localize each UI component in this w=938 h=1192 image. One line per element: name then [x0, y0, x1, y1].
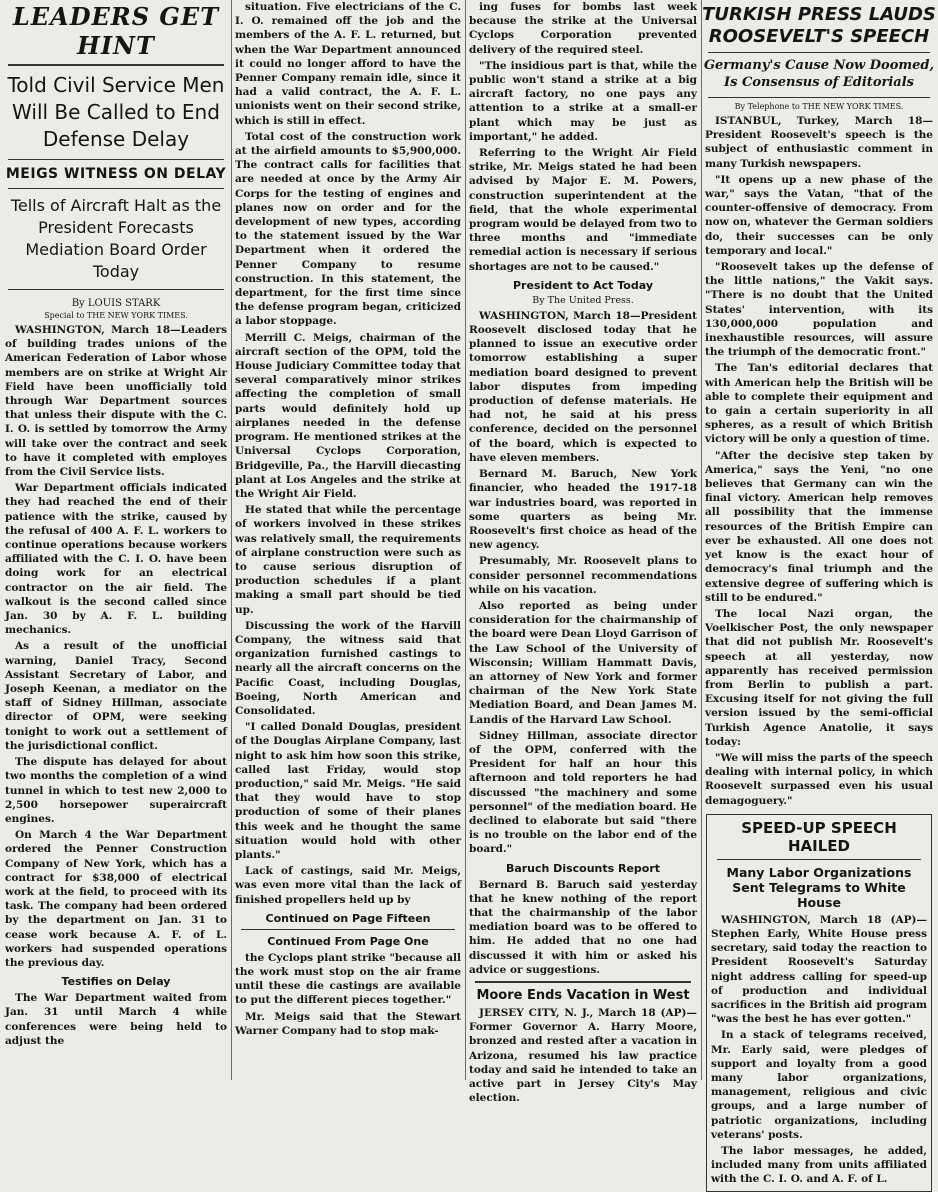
- column-3: [466, 0, 700, 1105]
- paragraph: Sidney Hillman, associate director of the OPM, conferred with the President for half an hour this afternoon and told reporters he had discussed "the machinery and some personnel" of the mediation board. He declined to elaborate but said "there is no trouble on the labor end of the board.": [469, 729, 697, 856]
- paragraph: The labor messages, he added, included many from units affiliated with the C. I. O. and A. F. of L.: [711, 1145, 927, 1186]
- credit-line: By The United Press.: [532, 294, 634, 306]
- divider: [8, 289, 224, 290]
- paragraph: He stated that while the percentage of workers involved in these strikes was relatively small, the requirements of airplane construction were such as to cause serious disruption of production schedules if a plant making a small part should be tied up.: [235, 504, 461, 616]
- paragraph: "Roosevelt takes up the defense of the little nations," the Vakit says. "There is no doubt that the United States' intervention, with its 130,000,000 population and inexhaustible resources, will assure the triumph of the democratic front.": [705, 261, 933, 359]
- paragraph: The Tan's editorial declares that with American help the British will be able to complete their equipment and to gain a certain superiority in all spheres, as a result of which British victory will be only a question of time.: [705, 362, 933, 446]
- divider: [717, 859, 921, 860]
- paragraph: Discussing the work of the Harvill Company, the witness said that organization furnished castings to nearly all the aircraft concerns on the Pacific Coast, including Douglas, Boeing, North American and Consolidated.: [235, 619, 461, 717]
- divider: [8, 159, 224, 160]
- paragraph: "The insidious part is that, while the public won't stand a strike at a big aircraft factory, no one pays any attention to a strike at a small-er plant which may be just as important," he added.: [469, 59, 697, 143]
- paragraph: Merrill C. Meigs, chairman of the aircraft section of the OPM, told the House Judiciary Committee today that several comparatively minor strikes affecting the completion of small parts would definitely hold up airplanes needed in the defense program. He mentioned strikes at the Universal Cyclops Corporation, Bridgeville, Pa., the Harvill diecasting plant at Los Angeles and the strike at the Wright Air Field.: [235, 331, 461, 500]
- paragraph: ing fuses for bombs last week because the strike at the Universal Cyclops Corporation prevented delivery of the required steel.: [469, 1, 697, 56]
- headline-turkish-press: TURKISH PRESS LAUDS ROOSEVELT'S SPEECH: [702, 4, 936, 47]
- headline-leaders-get-hint: LEADERS GET HINT: [12, 2, 220, 60]
- deck-labor-telegrams: Many Labor Organizations Sent Telegrams to White House: [726, 864, 912, 910]
- column-1: [2, 0, 230, 1080]
- divider: [8, 188, 224, 189]
- continued-on-line: Continued on Page Fifteen: [265, 911, 431, 925]
- paragraph: Mr. Meigs said that the Stewart Warner Company had to stop mak-: [235, 1010, 461, 1037]
- paragraph: Total cost of the construction work at the airfield amounts to $5,900,000. The contract calls for facilities that are needed at once by the Army Air Corps for the testing of engines and planes now on order and for the development of new types, according to the statement issued by the War Department when it ordered the Penner Company to resume construction. In this statement, the department, for the first time since the defense program began, criticized a labor stoppage.: [235, 130, 461, 328]
- subhead-president-to-act: President to Act Today: [512, 278, 653, 292]
- paragraph: The local Nazi organ, the Voelkischer Post, the only newspaper that did not publish Mr. Roosevelt's speech at all yesterday, now apparently has received permission from Berlin to publish a part. Excusing itself for not giving the full version issued by the semi-official Turkish Agence Anatolie, it says today:: [705, 607, 933, 748]
- deck-civil-service: Told Civil Service Men Will Be Called to End Defense Delay: [7, 73, 225, 151]
- paragraph: ISTANBUL, Turkey, March 18—President Roosevelt's speech is the subject of enthusiastic comment in many Turkish newspapers.: [705, 115, 933, 170]
- paragraph: The War Department waited from Jan. 31 until March 4 while conferences were being held to adjust the: [5, 992, 227, 1047]
- paragraph: Lack of castings, said Mr. Meigs, was even more vital than the lack of finished propellers held up by: [235, 865, 461, 906]
- deck-meigs-witness: MEIGS WITNESS ON DELAY: [5, 166, 227, 182]
- paragraph: The dispute has delayed for about two months the completion of a wind tunnel in which to test new 2,000 to 2,500 horsepower superaircraft engines.: [5, 756, 227, 825]
- divider: [8, 64, 224, 66]
- continued-from-line: Continued From Page One: [267, 934, 429, 948]
- divider: [241, 929, 455, 930]
- paragraph: As a result of the unofficial warning, Daniel Tracy, Second Assistant Secretary of Labor, and Joseph Keenan, a mediator on the staff of Sidney Hillman, associate director of OPM, were seeking tonight to work out a settlement of the jurisdictional conflict.: [5, 640, 227, 752]
- paragraph: the Cyclops plant strike "because all the work must stop on the air frame until these die castings are available to put the different pieces together.": [235, 951, 461, 1007]
- divider: [708, 97, 930, 98]
- credit-line: Special to THE NEW YORK TIMES.: [44, 311, 188, 320]
- speed-up-box: [706, 814, 932, 1192]
- paragraph: JERSEY CITY, N. J., March 18 (AP)—Former Governor A. Harry Moore, bronzed and rested after a vacation in Arizona, resumed his law practice today and said he intended to take an active part in Jersey City's May election.: [469, 1007, 697, 1105]
- paragraph: WASHINGTON, March 18—Leaders of building trades unions of the American Federation of Labor whose members are on strike at Wright Air Field have been unofficially told through War Department sources that unless their dispute with the C. I. O. is settled by tomorrow the Army will take over the contract and seek to have it completed with employes from the Civil Service lists.: [5, 324, 227, 479]
- headline-speed-up: SPEED-UP SPEECH HAILED: [741, 818, 897, 855]
- paragraph: "It opens up a new phase of the war," says the Vatan, "that of the counter-offensive of democracy. From now on, whatever the German soldiers do, their successes can be only temporary and local.": [705, 173, 933, 257]
- headline-moore: Moore Ends Vacation in West: [476, 988, 690, 1003]
- paragraph: WASHINGTON, March 18—President Roosevelt disclosed today that he planned to issue an executive order tomorrow establishing a super mediation board designed to prevent labor disputes from impeding production of defense materials. He had not, he said at his press conference, decided on the personnel of the board, which is expected to have eleven members.: [469, 309, 697, 464]
- paragraph: On March 4 the War Department ordered the Penner Construction Company of New York, which has a contract for $38,000 of electrical work at the field, to proceed with its task. The company had been ordered by the department on Jan. 31 to cease work because A. F. of L. workers had suspended operations the previous day.: [5, 829, 227, 969]
- byline: By LOUIS STARK: [71, 298, 161, 309]
- paragraph: War Department officials indicated they had reached the end of their patience with the strike, caused by the refusal of 400 A. F. L. workers to continue operations because workers affiliated with the C. I. O. have been doing work for an electrical contractor on the air field. The walkout is the second called since Jan. 30 by A. F. L. building mechanics.: [5, 482, 227, 637]
- column-2: [232, 0, 464, 1080]
- paragraph: Referring to the Wright Air Field strike, Mr. Meigs stated he had been advised by Major E. M. Powers, construction superintendent at the field, that the whole experimental program would be delayed from two to three months and "immediate remedial action is necessary if serious shortages are not to be caused.": [469, 147, 697, 273]
- divider: [708, 52, 930, 53]
- paragraph: Presumably, Mr. Roosevelt plans to consider personnel recommendations while on his vacation.: [469, 555, 697, 596]
- paragraph: WASHINGTON, March 18 (AP)—Stephen Early, White House press secretary, said today the reaction to President Roosevelt's Saturday night address calling for speed-up of production and individual sacrifices in the British aid program "was the best he has ever gotten.": [711, 913, 927, 1026]
- subhead-baruch: Baruch Discounts Report: [505, 861, 661, 875]
- paragraph: situation. Five electricians of the C. I. O. remained off the job and the members of the A. F. L. returned, but when the War Department announced it could no longer afford to have the Penner Company remain idle, since it had a valid contract, the A. F. L. unionists went on their second strike, which is still in effect.: [235, 1, 461, 127]
- column-4: [702, 0, 936, 1186]
- credit-line: By Telephone to THE NEW YORK TIMES.: [734, 102, 904, 111]
- subhead-testifies: Testifies on Delay: [61, 975, 171, 989]
- divider: [475, 981, 691, 983]
- paragraph: Bernard B. Baruch said yesterday that he knew nothing of the report that the chairmanship of the labor mediation board was to be offered to him. He added that no one had discussed it with him or asked his advice or suggestions.: [469, 878, 697, 976]
- paragraph: "After the decisive step taken by America," says the Yeni, "no one believes that Germany can win the final victory. American help removes all possibility that the immense resources of the British Empire can ever be exhausted. All one does not yet know is the exact hour of democracy's final triumph and the extensive degree of suffering which is still to be endured.": [705, 449, 933, 604]
- paragraph: Also reported as being under consideration for the chairmanship of the board were Dean Lloyd Garrison of the Law School of the University of Wisconsin; William Hammatt Davis, an attorney of New York and former chairman of the New York State Mediation Board, and Dean James M. Landis of the Harvard Law School.: [469, 599, 697, 726]
- paragraph: "We will miss the parts of the speech dealing with internal policy, in which Roosevelt surpassed even his usual demagoguery.": [705, 751, 933, 807]
- deck-aircraft-halt: Tells of Aircraft Halt as the President Forecasts Mediation Board Order Today: [10, 196, 222, 281]
- paragraph: Bernard M. Baruch, New York financier, who headed the 1917-18 war industries board, was reported in some quarters as being Mr. Roosevelt's first choice as head of the new agency.: [469, 468, 697, 552]
- paragraph: In a stack of telegrams received, Mr. Early said, were pledges of support and loyalty from a good many labor organizations, management, religious and civic groups, and a large number of patriotic organizations, including veterans' posts.: [711, 1029, 927, 1141]
- paragraph: "I called Donald Douglas, president of the Douglas Airplane Company, last night to ask him how soon this strike, called last Friday, would stop production," said Mr. Meigs. "He said that they would have to stop production of some of their planes this week and he thought the same situation would hold with other plants.": [235, 721, 461, 861]
- deck-germany-doomed: Germany's Cause Now Doomed, Is Consensus of Editorials: [703, 58, 935, 90]
